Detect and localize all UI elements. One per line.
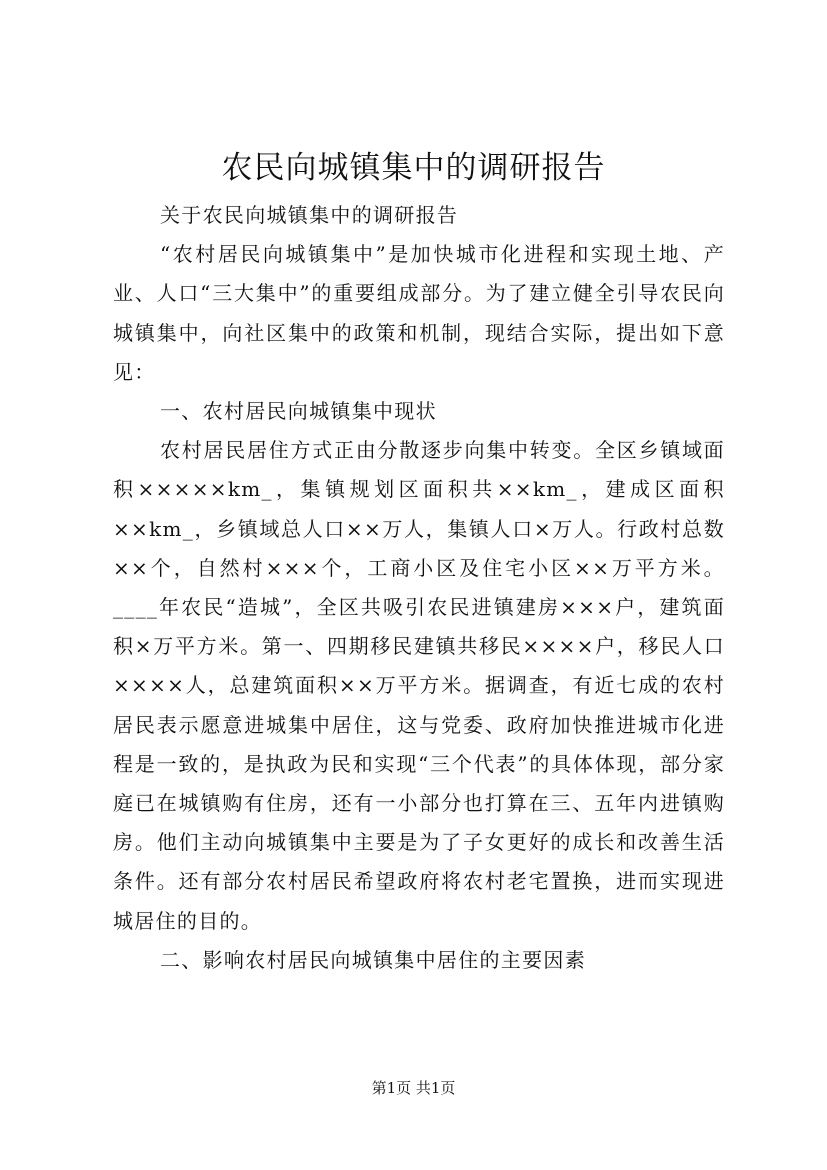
paragraph-status: 农村居民居住方式正由分散逐步向集中转变。全区乡镇域面积×××××km_，集镇规划区面积共××km_，建成区面积××km_，乡镇域总人口××万人，集镇人口×万人。行政村总数××个，自然村×××个，工商小区及住宅小区××万平方米。____年农民“造城”，全区共吸引农民进镇建房×××户，建筑面积×万平方米。第一、四期移民建镇共移民××××户，移民人口××××人，总建筑面积××万平方米。据调查，有近七成的农村居民表示愿意进城集中居住，这与党委、政府加快推进城市化进程是一致的，是执政为民和实现“三个代表”的具体体现，部分家庭已在城镇购有住房，还有一小部分也打算在三、五年内进镇购房。他们主动向城镇集中主要是为了子女更好的成长和改善生活条件。还有部分农村居民希望政府将农村老宅置换，进而实现进城居住的目的。 [113,438,725,933]
section-heading-1: 一、农村居民向城镇集中现状 [160,399,437,424]
document-title: 农民向城镇集中的调研报告 [221,150,606,186]
page-footer: 第1页 共1页 [371,1079,456,1097]
paragraph-subtitle: 关于农民向城镇集中的调研报告 [160,203,459,227]
document-body [113,196,725,980]
paragraph-intro: “农村居民向城镇集中”是加快城市化进程和实现土地、产业、人口“三大集中”的重要组成部分。为了建立健全引导农民向城镇集中，向社区集中的政策和机制，现结合实际，提出如下意见： [113,242,725,384]
section-heading-2: 二、影响农村居民向城镇集中居住的主要因素 [160,947,586,972]
